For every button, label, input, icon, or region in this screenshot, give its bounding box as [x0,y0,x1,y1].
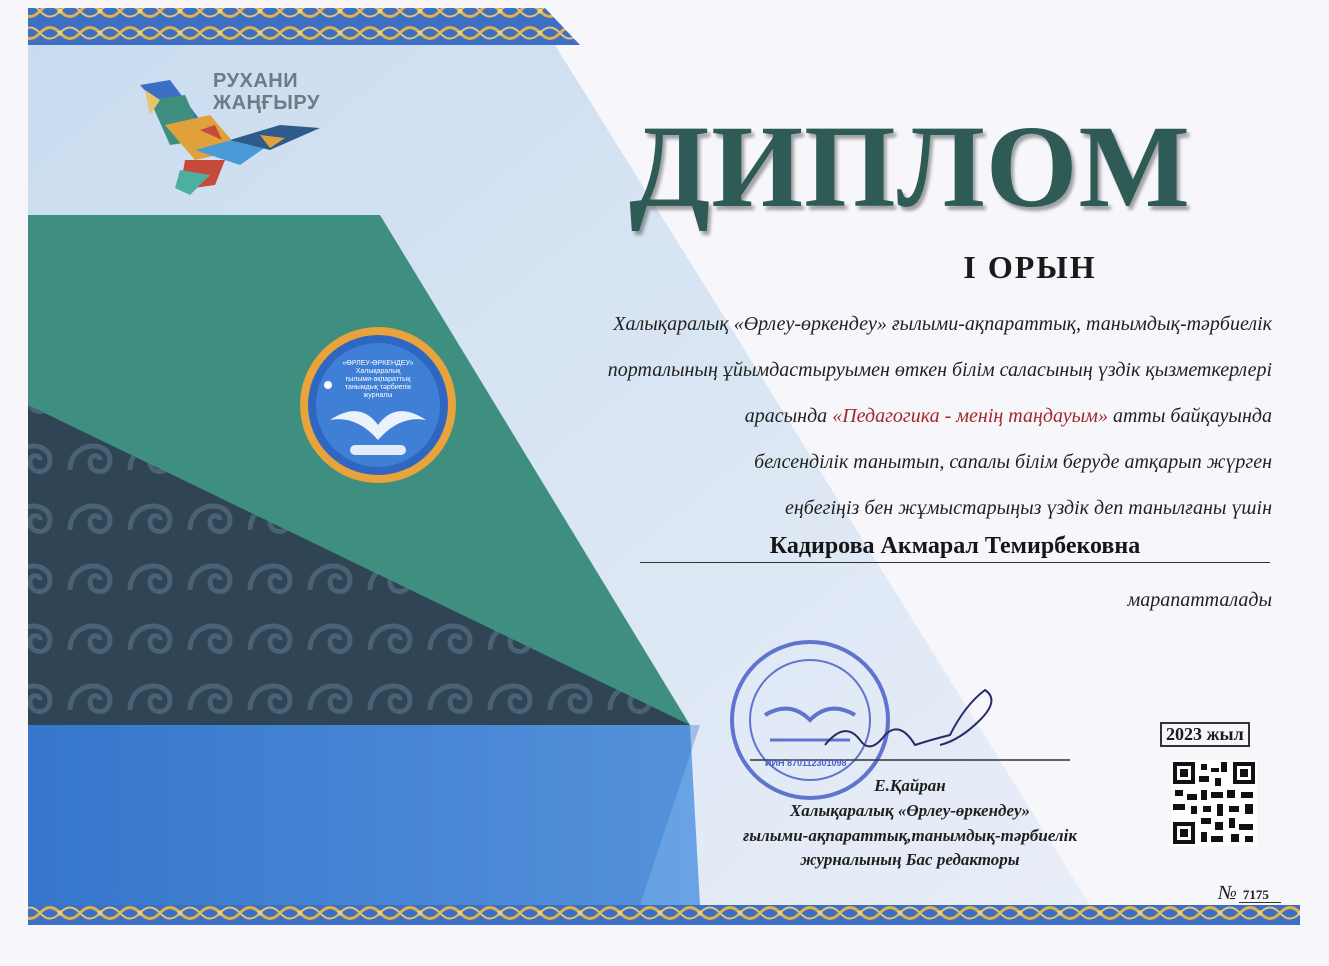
badge-line-1: Халықаралық [355,368,401,375]
body-line-4: белсенділік танытып, сапалы білім беруде атқарып жүрген [754,451,1272,473]
signatory-line-3: журналының Бас редакторы [800,850,1020,869]
body-line-3 [745,405,1272,428]
body-line-3-prefix: арасында [744,405,833,427]
qr-code-icon [1171,760,1257,846]
diploma-number [1218,882,1281,905]
number-value: 7175 [1239,887,1281,903]
logo-line-2: ЖАҢҒЫРУ [213,92,320,114]
badge-text [318,360,438,400]
number-label: № [1218,882,1237,904]
rukhani-logo [213,70,320,114]
year-box: 2023 жыл [1160,722,1250,747]
recipient-name: Кадирова Акмарал Темирбековна [640,533,1270,563]
place-label: I ОРЫН [963,249,1097,285]
journal-badge-icon [300,327,456,483]
body-line-5: еңбегіңіз бен жұмыстарыңыз үздік деп танылғаны үшін [784,497,1272,519]
badge-title: «ӨРЛЕУ-ӨРКЕНДЕУ» [342,360,414,367]
signatory-line-1: Халықаралық «Өрлеу-өркендеу» [789,801,1031,820]
contest-name: «Педагогика - менің таңдауым» [832,405,1108,427]
badge-line-2: ғылыми-ақпараттық [345,376,411,383]
awarded-label: марапатталады [1127,589,1272,611]
signatory-name: Е.Қайран [874,776,946,795]
badge-line-4: журналы [363,392,393,399]
stamp-id: ИИН 870112301098 [765,758,847,768]
signatory-line-2: ғылыми-ақпараттық,танымдық-тәрбиелік [742,826,1078,845]
badge-line-3: танымдық тәрбиелік [344,384,412,391]
logo-line-1: РУХАНИ [213,70,299,92]
body-line-2: порталының ұйымдастыруымен өткен білім саласының үздік қызметкерлері [607,359,1272,381]
body-line-1: Халықаралық «Өрлеу-өркендеу» ғылыми-ақпараттық, танымдық-тәрбиелік [613,313,1272,335]
diploma-title: ДИПЛОМ [629,101,1191,232]
body-line-3-suffix: атты байқауында [1107,405,1272,427]
